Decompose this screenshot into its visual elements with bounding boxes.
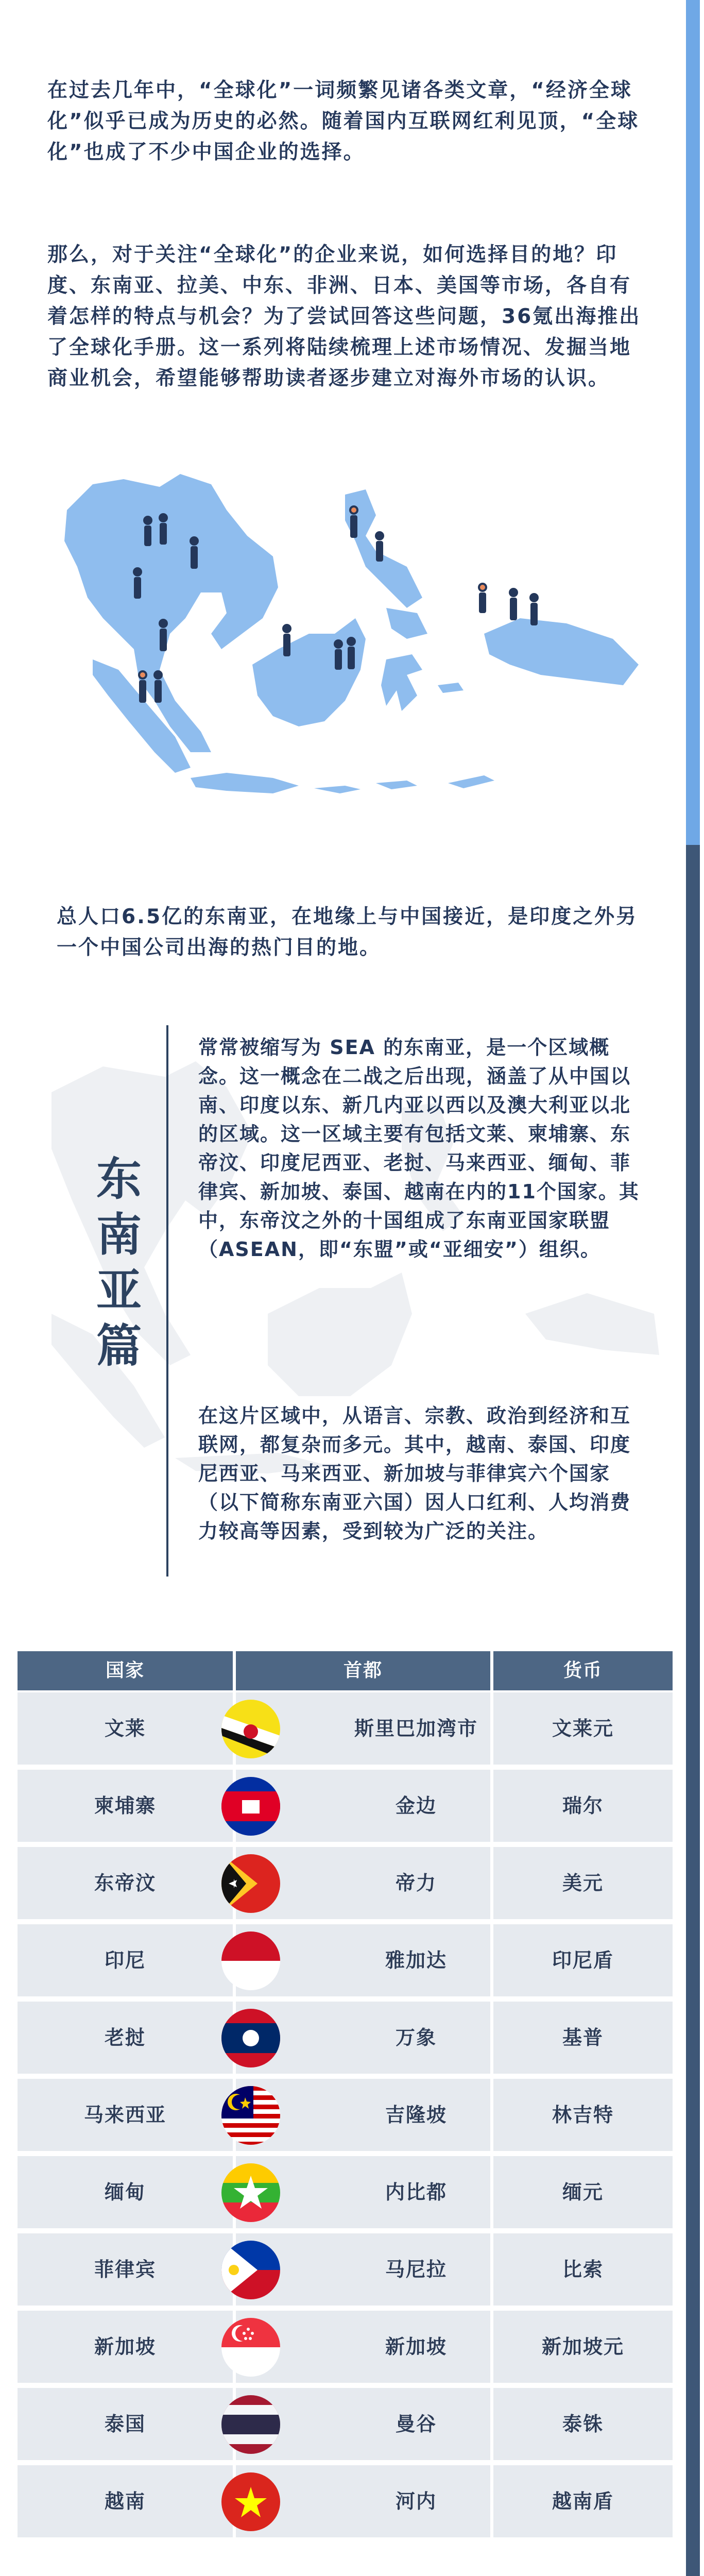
singapore-flag-icon — [221, 2318, 280, 2377]
capital-name: 河内 — [395, 2490, 437, 2513]
capital-cell — [236, 1770, 490, 1842]
header-capital: 首都 — [236, 1651, 490, 1690]
table-row — [18, 1847, 673, 1922]
capital-name: 万象 — [395, 2026, 437, 2049]
table-row — [18, 2388, 673, 2463]
capital-name: 内比都 — [385, 2181, 447, 2204]
malaysia-flag-icon — [221, 2086, 280, 2145]
southeast-asia-map-illustration — [57, 464, 646, 799]
country-cell: 新加坡 — [18, 2311, 233, 2383]
capital-cell — [236, 2079, 490, 2151]
capital-cell — [236, 1692, 490, 1765]
table-row — [18, 2156, 673, 2231]
myanmar-flag-icon — [221, 2163, 280, 2222]
capital-name: 新加坡 — [385, 2335, 447, 2358]
intro-paragraph-2: 那么，对于关注“全球化”的企业来说，如何选择目的地？印度、东南亚、拉美、中东、非洲、日本、美国等市场，各自有着怎样的特点与机会？为了尝试回答这些问题，36氪出海推出了全球化手册。这一系列将陆续梳理上述市场情况、发掘当地商业机会，希望能够帮助读者逐步建立对海外市场的认识。 — [47, 243, 641, 390]
currency-cell: 文莱元 — [493, 1692, 673, 1765]
thailand-flag-icon — [221, 2395, 280, 2454]
philippines-flag-icon — [221, 2241, 280, 2299]
table-row — [18, 2233, 673, 2309]
capital-name: 雅加达 — [385, 1949, 447, 1972]
sidebar-accent-top — [686, 0, 700, 845]
table-row — [18, 2079, 673, 2154]
header-country: 国家 — [18, 1651, 233, 1690]
capital-cell — [236, 1847, 490, 1919]
country-cell: 越南 — [18, 2465, 233, 2537]
currency-cell: 缅元 — [493, 2156, 673, 2228]
table-row — [18, 2465, 673, 2540]
country-cell: 印尼 — [18, 1924, 233, 1996]
capital-cell — [236, 2465, 490, 2537]
section-title: 东南亚篇 — [96, 1153, 142, 1372]
capital-name: 斯里巴加湾市 — [354, 1717, 478, 1740]
indonesia-flag-icon — [221, 1931, 280, 1990]
table-row — [18, 1770, 673, 1845]
country-cell: 柬埔寨 — [18, 1770, 233, 1842]
country-cell: 文莱 — [18, 1692, 233, 1765]
timor-leste-flag-icon — [221, 1854, 280, 1913]
currency-cell: 林吉特 — [493, 2079, 673, 2151]
section-paragraph-2: 在这片区域中，从语言、宗教、政治到经济和互联网，都复杂而多元。其中，越南、泰国、印度尼西亚、马来西亚、新加坡与菲律宾六个国家（以下简称东南亚六国）因人口红利、人均消费力较高等因素，受到较为广泛的关注。 — [198, 1404, 631, 1543]
summary-text: 总人口6.5亿的东南亚，在地缘上与中国接近，是印度之外另一个中国公司出海的热门目的地。 — [57, 905, 638, 959]
section-divider-line — [166, 1025, 168, 1577]
capital-name: 金边 — [395, 1794, 437, 1817]
country-table — [18, 1651, 673, 2540]
table-header-row — [18, 1651, 673, 1690]
capital-name: 曼谷 — [395, 2413, 437, 2435]
country-cell: 菲律宾 — [18, 2233, 233, 2306]
capital-cell — [236, 1924, 490, 1996]
capital-name: 吉隆坡 — [385, 2104, 447, 2126]
cambodia-flag-icon — [221, 1777, 280, 1836]
currency-cell: 美元 — [493, 1847, 673, 1919]
capital-cell — [236, 2002, 490, 2074]
table-row — [18, 2311, 673, 2386]
capital-cell — [236, 2388, 490, 2460]
currency-cell: 泰铢 — [493, 2388, 673, 2460]
country-cell: 缅甸 — [18, 2156, 233, 2228]
brunei-flag-icon — [221, 1700, 280, 1758]
currency-cell: 比索 — [493, 2233, 673, 2306]
table-row — [18, 1924, 673, 1999]
capital-cell — [236, 2311, 490, 2383]
table-row — [18, 1692, 673, 1768]
currency-cell: 新加坡元 — [493, 2311, 673, 2383]
header-currency: 货币 — [493, 1651, 673, 1690]
country-cell: 泰国 — [18, 2388, 233, 2460]
currency-cell: 越南盾 — [493, 2465, 673, 2537]
currency-cell: 基普 — [493, 2002, 673, 2074]
country-cell: 东帝汶 — [18, 1847, 233, 1919]
currency-cell: 瑞尔 — [493, 1770, 673, 1842]
laos-flag-icon — [221, 2009, 280, 2067]
table-row — [18, 2002, 673, 2077]
capital-cell — [236, 2156, 490, 2228]
sidebar-accent-bottom — [686, 845, 700, 2576]
capital-name: 帝力 — [395, 1872, 437, 1894]
country-cell: 马来西亚 — [18, 2079, 233, 2151]
currency-cell: 印尼盾 — [493, 1924, 673, 1996]
capital-name: 马尼拉 — [385, 2258, 447, 2281]
country-cell: 老挝 — [18, 2002, 233, 2074]
vietnam-flag-icon — [221, 2472, 280, 2531]
section-paragraph-1: 常常被缩写为 SEA 的东南亚，是一个区域概念。这一概念在二战之后出现，涵盖了从中国以南、印度以东、新几内亚以西以及澳大利亚以北的区域。这一区域主要有包括文莱、柬埔寨、东帝汶、印度尼西亚、老挝、马来西亚、缅甸、菲律宾、新加坡、泰国、越南在内的11个国家。其中，东帝汶之外的十国组成了东南亚国家联盟（ASEAN，即“东盟”或“亚细安”）组织。 — [198, 1036, 640, 1261]
capital-cell — [236, 2233, 490, 2306]
intro-paragraph-1: 在过去几年中，“全球化”一词频繁见诸各类文章，“经济全球化”似乎已成为历史的必然。随着国内互联网红利见顶，“全球化”也成了不少中国企业的选择。 — [47, 79, 640, 164]
